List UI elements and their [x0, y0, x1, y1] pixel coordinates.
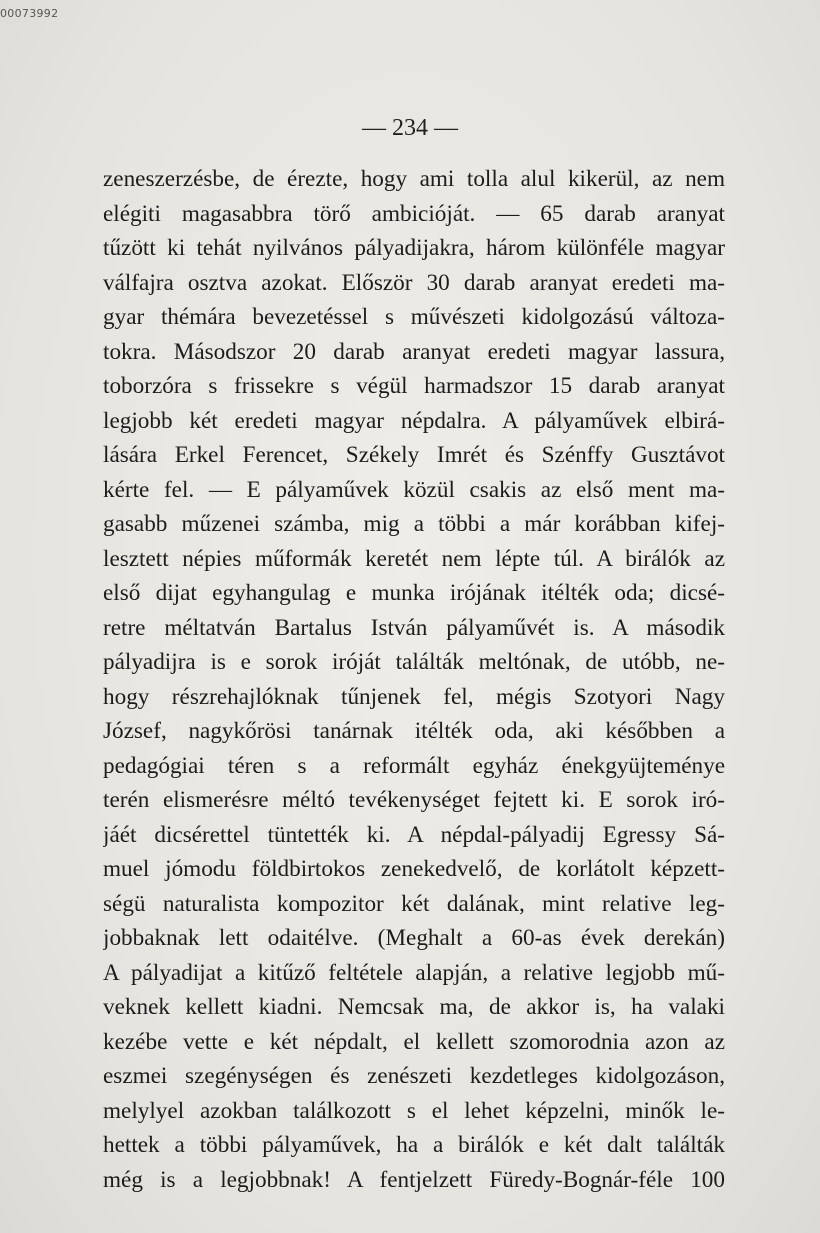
text-line: terén elismerésre méltó tevékenységet fejtett ki. E sorok iró-	[103, 787, 725, 813]
text-line: toborzóra s frissekre s végül harmadszor 15 darab aranyat	[103, 373, 725, 399]
text-line: még is a legjobbnak! A fentjelzett Füredy-Bognár-féle 100	[103, 1166, 725, 1193]
text-line: melylyel azokban találkozott s el lehet képzelni, minők le-	[103, 1097, 725, 1124]
text-line: válfajra osztva azokat. Először 30 darab aranyat eredeti ma-	[103, 269, 725, 296]
text-line: gyar thémára bevezetéssel s művészeti kidolgozású változa-	[103, 304, 725, 330]
text-line: lására Erkel Ferencet, Székely Imrét és Szénffy Gusztávot	[103, 442, 725, 468]
text-line: veknek kellett kiadni. Nemcsak ma, de akkor is, ha valaki	[103, 994, 725, 1020]
body-text	[103, 162, 725, 1197]
text-line: eszmei szegénységen és zenészeti kezdetleges kidolgozáson,	[103, 1063, 725, 1089]
text-line: pályadijra is e sorok iróját találták meltónak, de utóbb, ne-	[103, 649, 725, 675]
text-line: lesztett népies műformák keretét nem lépte túl. A birálók az	[103, 545, 725, 572]
scan-id-label: 00073992	[0, 7, 59, 20]
text-line: kérte fel. — E pályaművek közül csakis az első ment ma-	[103, 476, 725, 503]
text-line: hogy részrehajlóknak tűnjenek fel, mégis Szotyori Nagy	[103, 683, 725, 710]
text-line: gasabb műzenei számba, mig a többi a már korábban kifej-	[103, 511, 725, 537]
text-line: első dijat egyhangulag e munka irójának itélték oda; dicsé-	[103, 580, 725, 606]
text-line: jáét dicsérettel tüntették ki. A népdal-pályadij Egressy Sá-	[103, 821, 725, 848]
text-line: pedagógiai téren s a reformált egyház énekgyüjteménye	[103, 752, 725, 779]
page-number: — 234 —	[362, 115, 458, 141]
text-line: József, nagykőrösi tanárnak itélték oda, aki későbben a	[103, 718, 725, 744]
text-line: zeneszerzésbe, de érezte, hogy ami tolla alul kikerül, az nem	[103, 166, 725, 192]
text-line: A pályadijat a kitűző feltétele alapján, a relative legjobb mű-	[103, 959, 725, 986]
text-line: elégiti magasabbra törő ambicióját. — 65 darab aranyat	[103, 200, 725, 227]
text-line: tokra. Másodszor 20 darab aranyat eredeti magyar lassura,	[103, 338, 725, 365]
text-line: tűzött ki tehát nyilvános pályadijakra, három különféle magyar	[103, 235, 725, 261]
text-line: muel jómodu földbirtokos zenekedvelő, de korlátolt képzett-	[103, 856, 725, 882]
text-line: retre méltatván Bartalus István pályaművét is. A második	[103, 614, 725, 641]
text-line: legjobb két eredeti magyar népdalra. A pályaművek elbirá-	[103, 407, 725, 434]
text-line: hettek a többi pályaművek, ha a birálók e két dalt találták	[103, 1132, 725, 1158]
text-line: kezébe vette e két népdalt, el kellett szomorodnia azon az	[103, 1028, 725, 1055]
text-line: jobbaknak lett odaitélve. (Meghalt a 60-as évek derekán)	[103, 925, 725, 951]
text-line: ségü naturalista kompozitor két dalának, mint relative leg-	[103, 890, 725, 917]
